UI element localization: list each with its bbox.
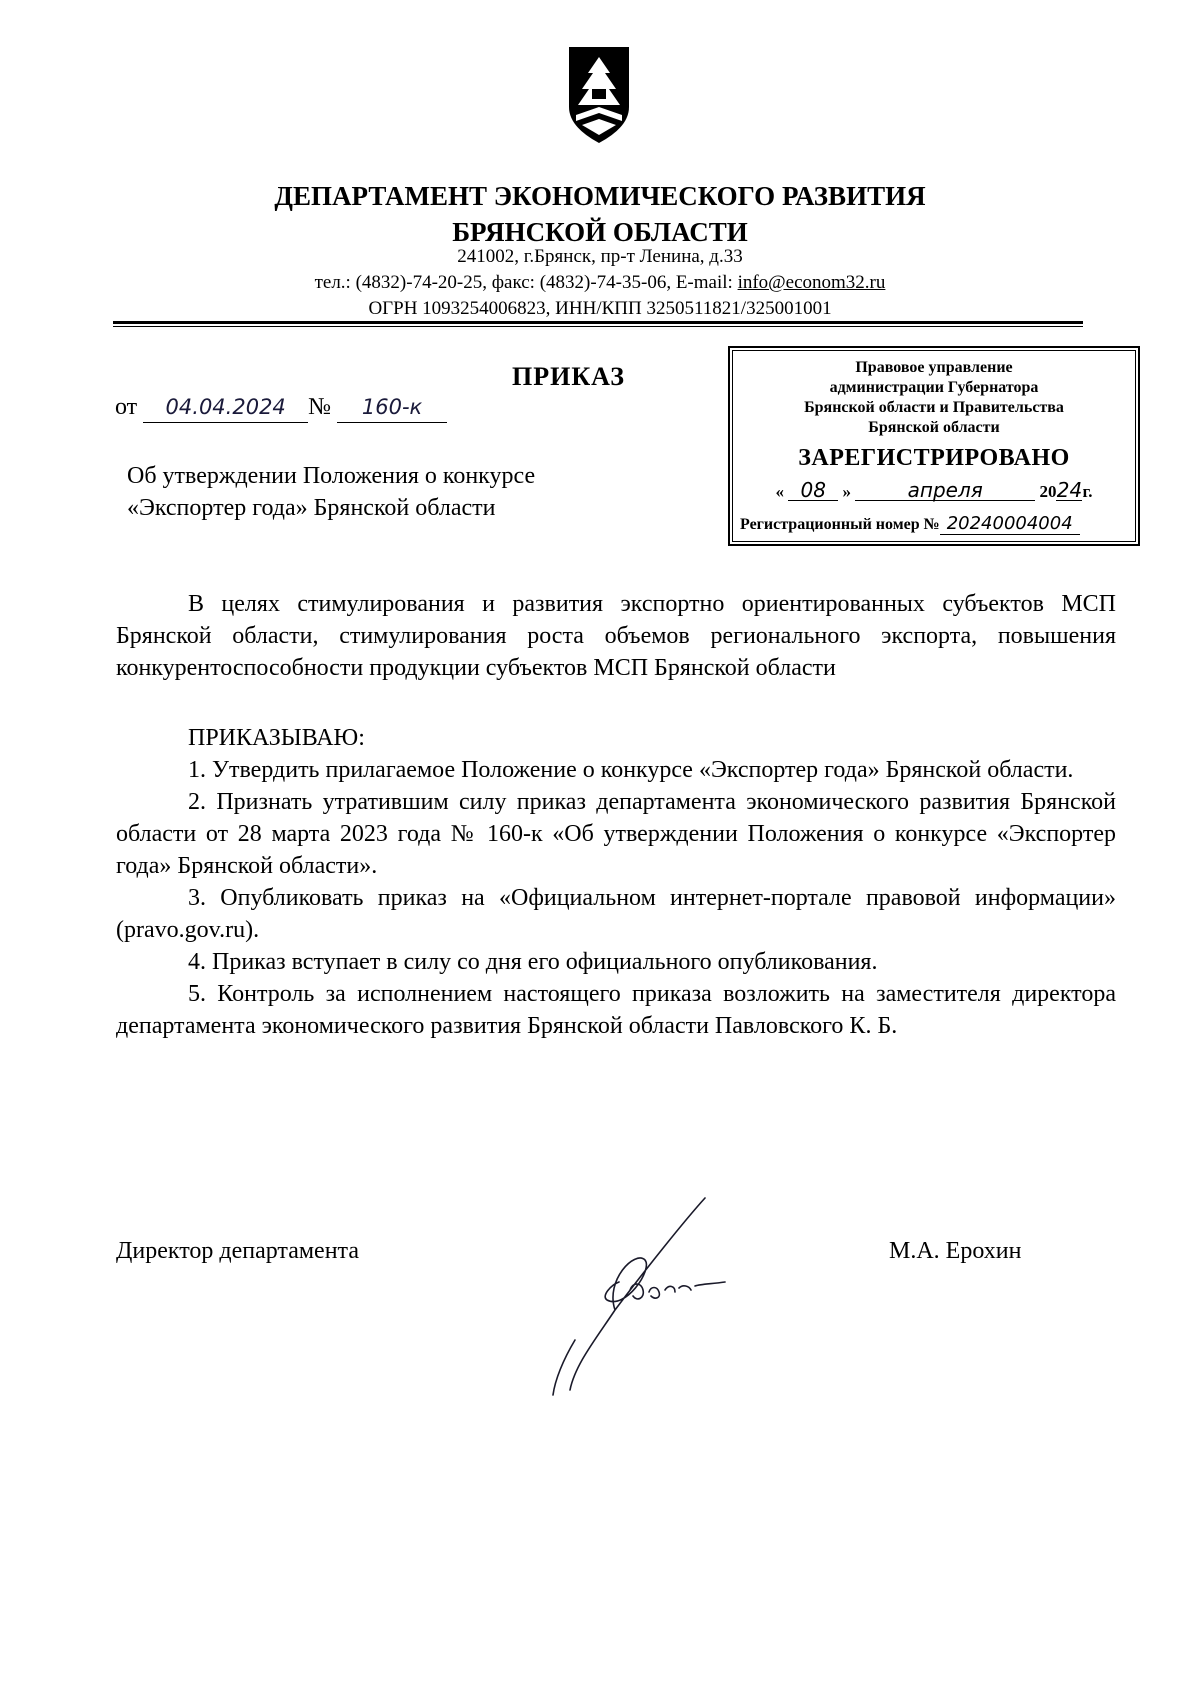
order-item-1: 1. Утвердить прилагаемое Положение о конкурсе «Экспортер года» Брянской области. [188, 757, 1074, 783]
stamp-line-2: администрации Губернатора [829, 379, 1039, 396]
preamble-text: В целях стимулирования и развития экспортно ориентированных субъектов МСП Брянской области, стимулирования роста объемов регионального экспорта, повышения конкурентоспособности продукции субъектов МСП Брянской области [116, 591, 1116, 681]
stamp-quote-open: « [775, 482, 784, 501]
stamp-line-3: Брянской области и Правительства [804, 399, 1064, 416]
stamp-organization [730, 358, 1138, 438]
order-item-4: 4. Приказ вступает в силу со дня его официального опубликования. [188, 949, 878, 975]
stamp-day: 08 [788, 480, 838, 501]
subject-line-2: «Экспортер года» Брянской области [127, 495, 496, 521]
registry-line: ОГРН 1093254006823, ИНН/КПП 3250511821/325001001 [368, 298, 832, 319]
handwritten-signature [515, 1190, 760, 1400]
coat-of-arms-icon [566, 45, 632, 145]
subject-line-1: Об утверждении Положения о конкурсе [127, 463, 536, 489]
stamp-month: апреля [855, 480, 1035, 501]
header-divider-thick [113, 321, 1083, 324]
contacts-text: тел.: (4832)-74-20-25, факс: (4832)-74-35-06, E-mail: [314, 272, 738, 293]
address-line: 241002, г.Брянск, пр-т Ленина, д.33 [457, 246, 743, 267]
stamp-date-row [730, 480, 1138, 502]
order-subject [127, 460, 535, 524]
header-divider-thin [113, 326, 1083, 327]
department-address-block [0, 244, 1200, 322]
order-commands [116, 722, 1116, 1042]
stamp-reg-number: 20240004004 [940, 514, 1080, 535]
preamble [116, 588, 1116, 684]
stamp-reg-label: Регистрационный номер № [740, 516, 940, 533]
stamp-year-prefix: 20 [1039, 482, 1057, 501]
order-date-number [115, 392, 447, 423]
stamp-quote-close: » [842, 482, 851, 501]
signer-position: Директор департамента [116, 1238, 359, 1264]
order-item-5: 5. Контроль за исполнением настоящего приказа возложить на заместителя директора департамента экономического развития Брянской области Павловского К. Б. [116, 981, 1116, 1039]
contacts-line [0, 270, 1200, 296]
region-name: БРЯНСКОЙ ОБЛАСТИ [452, 217, 748, 247]
order-date: 04.04.2024 [143, 392, 308, 423]
stamp-year-unit: г. [1082, 482, 1093, 501]
command-word: ПРИКАЗЫВАЮ: [188, 725, 365, 751]
stamp-line-4: Брянской области [868, 419, 1000, 436]
order-title: ПРИКАЗ [512, 362, 626, 391]
from-label: от [115, 394, 138, 420]
department-title [0, 178, 1200, 250]
registration-stamp [728, 346, 1140, 546]
stamp-status: ЗАРЕГИСТРИРОВАНО [798, 445, 1070, 471]
stamp-line-1: Правовое управление [855, 359, 1013, 376]
stamp-reg-number-row [730, 514, 1138, 535]
order-number: 160-к [337, 392, 447, 423]
signer-name: М.А. Ерохин [889, 1238, 1022, 1264]
number-label: № [308, 394, 332, 420]
order-item-2: 2. Признать утратившим силу приказ департамента экономического развития Брянской области от 28 марта 2023 года № 160-к «Об утверждении Положения о конкурсе «Экспортер года» Брянской области». [116, 789, 1116, 879]
order-item-3: 3. Опубликовать приказ на «Официальном интернет-портале правовой информации» (pravo.gov.ru). [116, 885, 1116, 943]
email-link[interactable]: info@econom32.ru [737, 272, 886, 293]
department-name: ДЕПАРТАМЕНТ ЭКОНОМИЧЕСКОГО РАЗВИТИЯ [274, 181, 926, 211]
stamp-year-suffix: 24 [1056, 478, 1083, 502]
